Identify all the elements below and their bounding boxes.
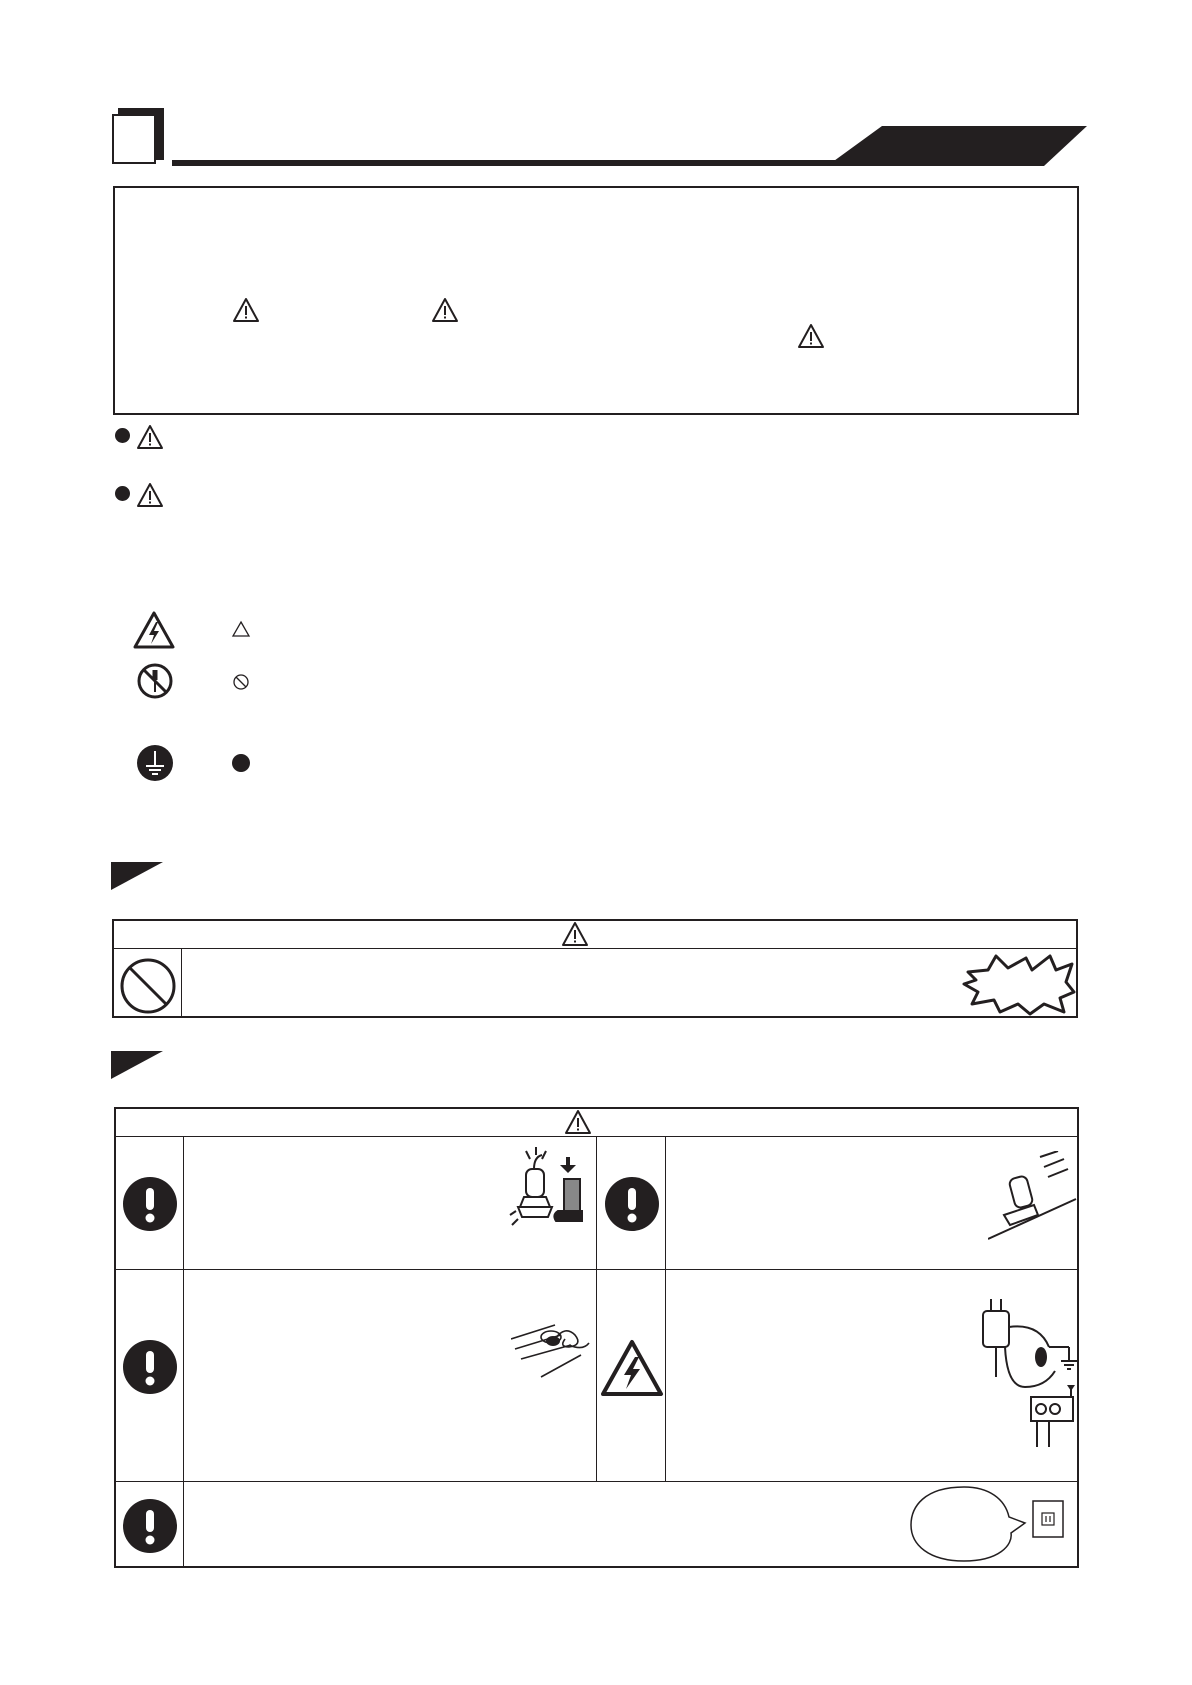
warning-triangle-icon	[564, 1109, 592, 1135]
warning-triangle-icon	[232, 297, 260, 323]
mandatory-action-icon	[122, 1176, 178, 1232]
mandatory-action-icon	[604, 1176, 660, 1232]
bullet-item	[113, 424, 1079, 464]
warning-triangle-icon	[431, 297, 459, 323]
no-disassembly-icon	[136, 662, 174, 700]
section-number-box	[112, 110, 162, 164]
caution-table-a	[112, 919, 1078, 1018]
triangle-marker-icon	[231, 620, 251, 638]
filled-circle-marker-icon	[232, 754, 250, 772]
pump-slope-illustration	[988, 1151, 1078, 1241]
explosion-burst-icon	[960, 952, 1076, 1016]
prohibition-marker-icon	[232, 673, 250, 691]
bullet-item	[113, 482, 1079, 562]
section-header	[112, 110, 1078, 170]
mandatory-action-icon	[122, 1339, 178, 1395]
warning-triangle-icon	[136, 424, 164, 450]
grounding-icon	[135, 743, 175, 783]
electric-shock-warning-icon	[132, 610, 176, 650]
prohibition-icon	[119, 957, 177, 1015]
warning-triangle-icon	[136, 482, 164, 508]
warning-triangle-icon	[797, 323, 825, 349]
intro-box	[113, 186, 1079, 415]
section-b-marker	[111, 1051, 163, 1079]
header-tab	[827, 126, 1087, 168]
electric-shock-warning-icon	[600, 1339, 664, 1397]
bullet-dot	[115, 428, 130, 443]
mandatory-action-icon	[122, 1498, 178, 1554]
header-rule	[172, 160, 892, 166]
symbol-legend	[130, 606, 1070, 786]
bullet-dot	[115, 486, 130, 501]
section-a-marker	[111, 862, 163, 890]
pump-foot-illustration	[506, 1147, 586, 1233]
caution-table-b	[114, 1107, 1079, 1568]
plug-ground-illustration	[971, 1297, 1079, 1451]
warning-triangle-icon	[561, 921, 589, 947]
cable-illustration	[511, 1315, 591, 1379]
speech-bubble-illustration	[909, 1485, 1079, 1565]
